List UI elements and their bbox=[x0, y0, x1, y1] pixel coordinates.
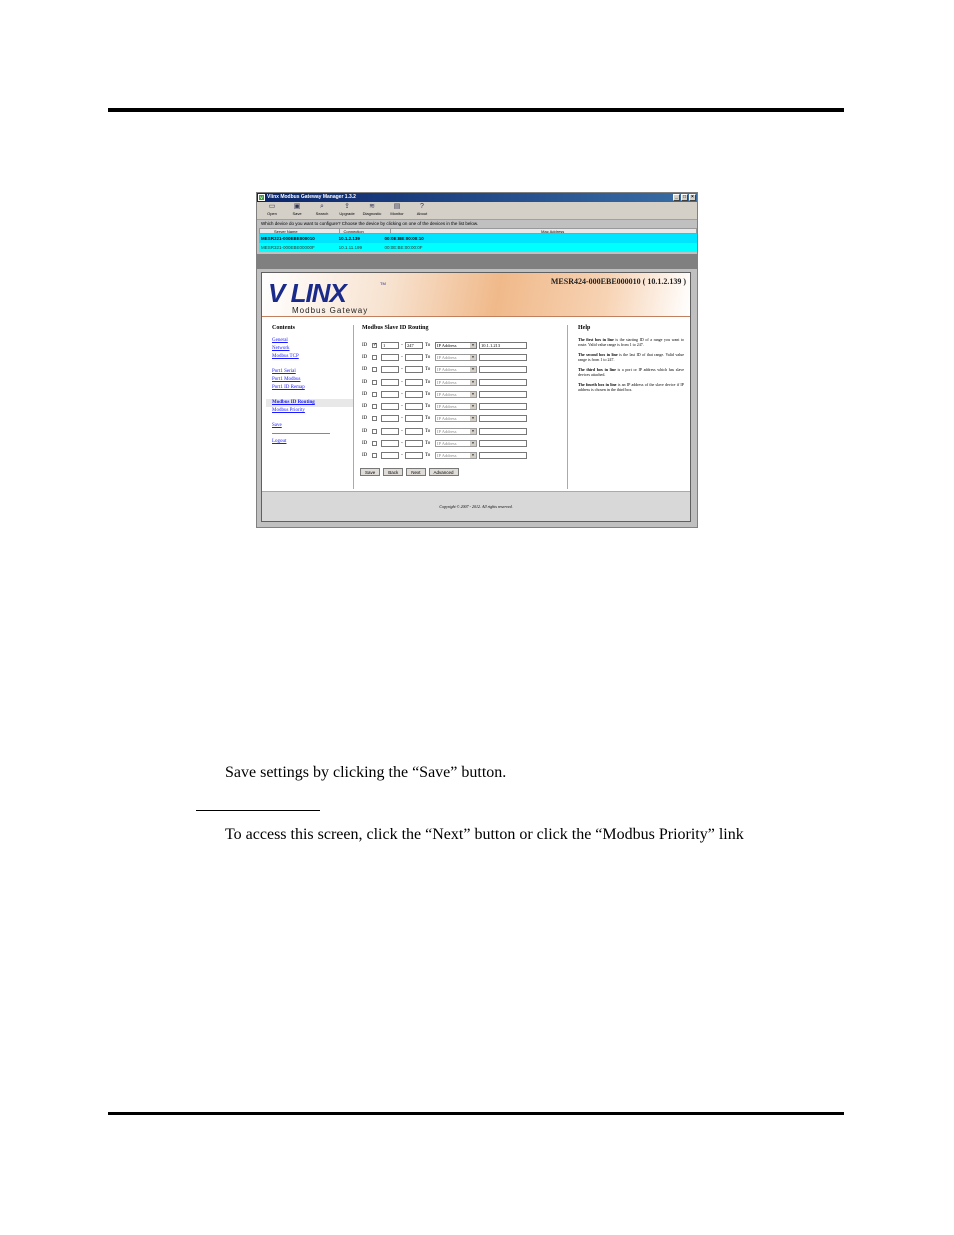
range-dash: - bbox=[401, 391, 403, 397]
nav-link-modbus-priority[interactable]: Modbus Priority bbox=[272, 408, 305, 413]
nav-heading: Contents bbox=[272, 325, 296, 331]
id-label: ID bbox=[362, 404, 368, 410]
target-select[interactable] bbox=[435, 440, 477, 447]
routing-row bbox=[358, 388, 567, 400]
chevron-down-icon: ▼ bbox=[471, 379, 475, 384]
vlinx-logo: V LINX bbox=[268, 278, 346, 308]
target-select-value: IP Address bbox=[437, 354, 457, 360]
ip-address-input[interactable] bbox=[479, 428, 527, 435]
routing-row bbox=[358, 376, 567, 388]
access-instruction-text: To access this screen, click the “Next” button or click the “Modbus Priority” link bbox=[225, 826, 744, 843]
close-button[interactable]: × bbox=[689, 194, 696, 201]
target-select-value: IP Address bbox=[437, 391, 457, 397]
to-label: To bbox=[425, 428, 431, 434]
footnote-rule bbox=[196, 810, 320, 811]
app-screenshot bbox=[256, 192, 698, 528]
range-start-input[interactable] bbox=[381, 440, 399, 447]
to-label: To bbox=[425, 416, 431, 422]
chevron-down-icon: ▼ bbox=[471, 391, 475, 396]
header-rule bbox=[108, 108, 844, 112]
enable-checkbox[interactable] bbox=[372, 441, 377, 446]
range-start-input[interactable] bbox=[381, 366, 399, 373]
toolbar-save-button[interactable] bbox=[286, 202, 308, 220]
toolbar-label: Open bbox=[267, 211, 277, 216]
folder-icon: ▭ bbox=[268, 203, 276, 210]
monitor-icon: ▤ bbox=[393, 203, 401, 210]
chevron-down-icon: ▼ bbox=[471, 342, 475, 347]
device-ip: 10.1.2.139 bbox=[338, 236, 360, 241]
enable-checkbox[interactable] bbox=[372, 367, 377, 372]
to-label: To bbox=[425, 367, 431, 373]
save-instruction-text: Save settings by clicking the “Save” button. bbox=[225, 764, 507, 781]
target-select[interactable] bbox=[435, 415, 477, 422]
window-titlebar bbox=[257, 193, 697, 202]
range-start-input[interactable] bbox=[381, 379, 399, 386]
routing-row bbox=[358, 413, 567, 425]
to-label: To bbox=[425, 453, 431, 459]
routing-form bbox=[358, 325, 568, 489]
routing-rows bbox=[358, 339, 567, 462]
range-dash: - bbox=[401, 428, 403, 434]
id-label: ID bbox=[362, 379, 368, 385]
range-end-input[interactable]: 247 bbox=[405, 342, 423, 349]
toolbar-label: Search bbox=[315, 211, 329, 216]
toolbar-label: About bbox=[416, 211, 428, 216]
help-text: is an IP address of the slave device if IP address is chosen in the third box. bbox=[578, 382, 684, 392]
diagnostic-icon: ≋ bbox=[369, 203, 375, 210]
toolbar-diagnostic-button[interactable] bbox=[361, 202, 383, 220]
device-title: MESR424-000EBE000010 ( 10.1.2.139 ) bbox=[550, 277, 686, 286]
maximize-button[interactable]: □ bbox=[682, 194, 687, 200]
range-dash: - bbox=[401, 379, 403, 385]
to-label: To bbox=[425, 379, 431, 385]
target-select[interactable] bbox=[435, 354, 477, 361]
help-item bbox=[578, 337, 684, 347]
form-buttons bbox=[358, 468, 567, 476]
target-select-value: IP Address bbox=[437, 379, 457, 385]
id-label: ID bbox=[362, 367, 368, 373]
id-label: ID bbox=[362, 354, 368, 360]
range-dash: - bbox=[401, 354, 403, 360]
column-header[interactable]: Connection bbox=[340, 229, 392, 233]
upgrade-icon: ⇪ bbox=[344, 203, 350, 210]
help-icon: ? bbox=[420, 203, 424, 210]
vlinx-banner bbox=[262, 273, 690, 317]
device-mac: 00:0E:BE:00:00:0F bbox=[384, 245, 423, 250]
enable-checkbox[interactable] bbox=[372, 404, 377, 409]
target-select[interactable] bbox=[435, 391, 477, 398]
range-end-input[interactable] bbox=[405, 440, 423, 447]
routing-row bbox=[358, 364, 567, 376]
range-end-input[interactable] bbox=[405, 428, 423, 435]
range-dash: - bbox=[401, 416, 403, 422]
window-title: Vlinx Modbus Gateway Manager 1.3.2 bbox=[267, 194, 356, 200]
chevron-down-icon: ▼ bbox=[471, 416, 475, 421]
nav-link-port1-id-remap[interactable]: Port1 ID Remap bbox=[272, 385, 305, 390]
app-icon: V bbox=[258, 194, 265, 201]
advanced-button[interactable]: Advanced bbox=[429, 468, 459, 476]
logo-subtitle: Modbus Gateway bbox=[292, 306, 369, 315]
toolbar-label: Upgrade bbox=[339, 211, 355, 216]
toolbar-monitor-button[interactable] bbox=[386, 202, 408, 220]
help-lead: The second box in line bbox=[578, 352, 618, 357]
chevron-down-icon: ▼ bbox=[471, 354, 475, 359]
range-dash: - bbox=[401, 441, 403, 447]
toolbar-label: Save bbox=[292, 211, 302, 216]
toolbar-search-button[interactable] bbox=[311, 202, 333, 220]
help-lead: The third box in line bbox=[578, 367, 616, 372]
ip-address-input[interactable] bbox=[479, 440, 527, 447]
table-row[interactable] bbox=[259, 243, 697, 252]
toolbar-open-button[interactable] bbox=[261, 202, 283, 220]
toolbar-upgrade-button[interactable] bbox=[336, 202, 358, 220]
range-dash: - bbox=[401, 453, 403, 459]
ip-address-input[interactable]: 10.1.1.213 bbox=[479, 342, 527, 349]
target-select[interactable] bbox=[435, 366, 477, 373]
target-select[interactable] bbox=[435, 452, 477, 459]
device-name: MESR321-000EBE000010 bbox=[261, 236, 315, 241]
save-button[interactable]: Save bbox=[360, 468, 380, 476]
chevron-down-icon: ▼ bbox=[471, 453, 475, 458]
nav-link-save[interactable]: Save bbox=[272, 423, 282, 428]
toolbar bbox=[257, 202, 697, 220]
device-name: MESR321-000EBE00000F bbox=[261, 245, 315, 250]
footer-rule bbox=[108, 1112, 844, 1115]
to-label: To bbox=[425, 342, 431, 348]
column-header[interactable]: Mac Address bbox=[541, 229, 565, 234]
help-item bbox=[578, 367, 684, 377]
help-text: is the starting ID of a range you want to route. Valid value range is from 1 to 247. bbox=[578, 337, 685, 347]
help-panel bbox=[578, 325, 684, 397]
id-label: ID bbox=[362, 391, 368, 397]
enable-checkbox[interactable] bbox=[372, 429, 377, 434]
back-button[interactable]: Back bbox=[383, 468, 403, 476]
range-end-input[interactable] bbox=[405, 403, 423, 410]
list-empty-area bbox=[257, 254, 697, 269]
enable-checkbox[interactable] bbox=[372, 453, 377, 458]
range-start-input[interactable] bbox=[381, 415, 399, 422]
nav-link-port1-modbus[interactable]: Port1 Modbus bbox=[272, 377, 301, 382]
routing-row bbox=[358, 425, 567, 437]
copyright-text: Copyright © 2007 - 2012. All rights reserved. bbox=[439, 504, 513, 509]
ip-address-input[interactable] bbox=[479, 403, 527, 410]
chevron-down-icon: ▼ bbox=[471, 367, 475, 372]
minimize-button[interactable]: _ bbox=[673, 194, 680, 201]
web-config-panel bbox=[261, 272, 691, 522]
chevron-down-icon: ▼ bbox=[471, 404, 475, 409]
range-end-input[interactable] bbox=[405, 391, 423, 398]
id-label: ID bbox=[362, 428, 368, 434]
search-icon: ⌕ bbox=[320, 203, 324, 210]
id-label: ID bbox=[362, 342, 368, 348]
routing-row bbox=[358, 437, 567, 449]
disk-icon: ▣ bbox=[293, 203, 301, 210]
target-select-value: IP Address bbox=[437, 342, 457, 348]
toolbar-label: Diagnostic bbox=[362, 211, 382, 216]
ip-address-input[interactable] bbox=[479, 391, 527, 398]
target-select[interactable] bbox=[435, 379, 477, 386]
help-lead: The first box in line bbox=[578, 337, 614, 342]
help-item bbox=[578, 382, 684, 392]
device-table bbox=[259, 228, 697, 252]
range-end-input[interactable] bbox=[405, 379, 423, 386]
routing-row bbox=[358, 400, 567, 412]
routing-heading: Modbus Slave ID Routing bbox=[362, 325, 429, 331]
range-end-input[interactable] bbox=[405, 415, 423, 422]
ip-address-input[interactable] bbox=[479, 354, 527, 361]
target-select[interactable] bbox=[435, 403, 477, 410]
range-dash: - bbox=[401, 342, 403, 348]
device-ip: 10.1.11.199 bbox=[338, 245, 363, 250]
help-heading: Help bbox=[578, 325, 591, 331]
chevron-down-icon: ▼ bbox=[471, 428, 475, 433]
nav-link-general[interactable]: General bbox=[272, 338, 288, 343]
target-select[interactable] bbox=[435, 342, 477, 349]
range-start-input[interactable] bbox=[381, 403, 399, 410]
table-row[interactable] bbox=[259, 234, 697, 243]
range-start-input[interactable] bbox=[381, 452, 399, 459]
enable-checkbox[interactable] bbox=[372, 392, 377, 397]
to-label: To bbox=[425, 404, 431, 410]
range-dash: - bbox=[401, 367, 403, 373]
help-item bbox=[578, 352, 684, 362]
device-prompt: Which device do you want to configure? Choose the device by clicking on one of the devices in the list below. bbox=[261, 221, 479, 226]
window-controls bbox=[673, 194, 696, 201]
ip-address-input[interactable] bbox=[479, 366, 527, 373]
range-end-input[interactable] bbox=[405, 354, 423, 361]
range-end-input[interactable] bbox=[405, 366, 423, 373]
enable-checkbox[interactable] bbox=[372, 355, 377, 360]
chevron-down-icon: ▼ bbox=[471, 441, 475, 446]
range-dash: - bbox=[401, 404, 403, 410]
routing-row bbox=[358, 450, 567, 462]
range-start-input[interactable]: 1 bbox=[381, 342, 399, 349]
id-label: ID bbox=[362, 441, 368, 447]
range-start-input[interactable] bbox=[381, 428, 399, 435]
nav-link-modbus-tcp[interactable]: Modbus TCP bbox=[272, 354, 299, 359]
nav-link-port1-serial[interactable]: Port1 Serial bbox=[272, 369, 296, 374]
page-footer bbox=[262, 491, 690, 521]
column-header[interactable]: Server Name bbox=[260, 229, 340, 233]
enable-checkbox[interactable] bbox=[372, 416, 377, 421]
toolbar-about-button[interactable] bbox=[411, 202, 433, 220]
routing-row bbox=[358, 339, 567, 351]
contents-nav bbox=[266, 325, 354, 489]
toolbar-label: Monitor bbox=[390, 211, 404, 216]
help-text: is a port or IP address which has slave devices attached. bbox=[578, 367, 685, 377]
ip-address-input[interactable] bbox=[479, 415, 527, 422]
nav-link-logout[interactable]: Logout bbox=[272, 439, 287, 444]
help-text: is the last ID of that range. Valid value range is from 1 to 247. bbox=[578, 352, 684, 362]
target-select-value: IP Address bbox=[437, 453, 457, 459]
target-select[interactable] bbox=[435, 428, 477, 435]
window-bottom-edge bbox=[257, 523, 697, 528]
trademark-mark: TM bbox=[380, 281, 386, 286]
range-start-input[interactable] bbox=[381, 391, 399, 398]
help-lead: The fourth box in line bbox=[578, 382, 617, 387]
target-select-value: IP Address bbox=[437, 428, 457, 434]
ip-address-input[interactable] bbox=[479, 452, 527, 459]
target-select-value: IP Address bbox=[437, 367, 457, 373]
target-select-value: IP Address bbox=[437, 416, 457, 422]
enable-checkbox[interactable] bbox=[372, 380, 377, 385]
target-select-value: IP Address bbox=[437, 441, 457, 447]
to-label: To bbox=[425, 354, 431, 360]
ip-address-input[interactable] bbox=[479, 379, 527, 386]
id-label: ID bbox=[362, 416, 368, 422]
id-label: ID bbox=[362, 453, 368, 459]
range-start-input[interactable] bbox=[381, 354, 399, 361]
next-button[interactable]: Next bbox=[406, 468, 425, 476]
to-label: To bbox=[425, 391, 431, 397]
device-mac: 00:0E:BE:00:00:10 bbox=[384, 236, 424, 241]
to-label: To bbox=[425, 441, 431, 447]
routing-row bbox=[358, 351, 567, 363]
nav-link-network[interactable]: Network bbox=[272, 346, 290, 351]
target-select-value: IP Address bbox=[437, 404, 457, 410]
nav-divider bbox=[272, 433, 330, 434]
enable-checkbox[interactable]: ✓ bbox=[373, 342, 378, 348]
range-end-input[interactable] bbox=[405, 452, 423, 459]
nav-link-modbus-id-routing[interactable]: Modbus ID Routing bbox=[266, 399, 353, 407]
